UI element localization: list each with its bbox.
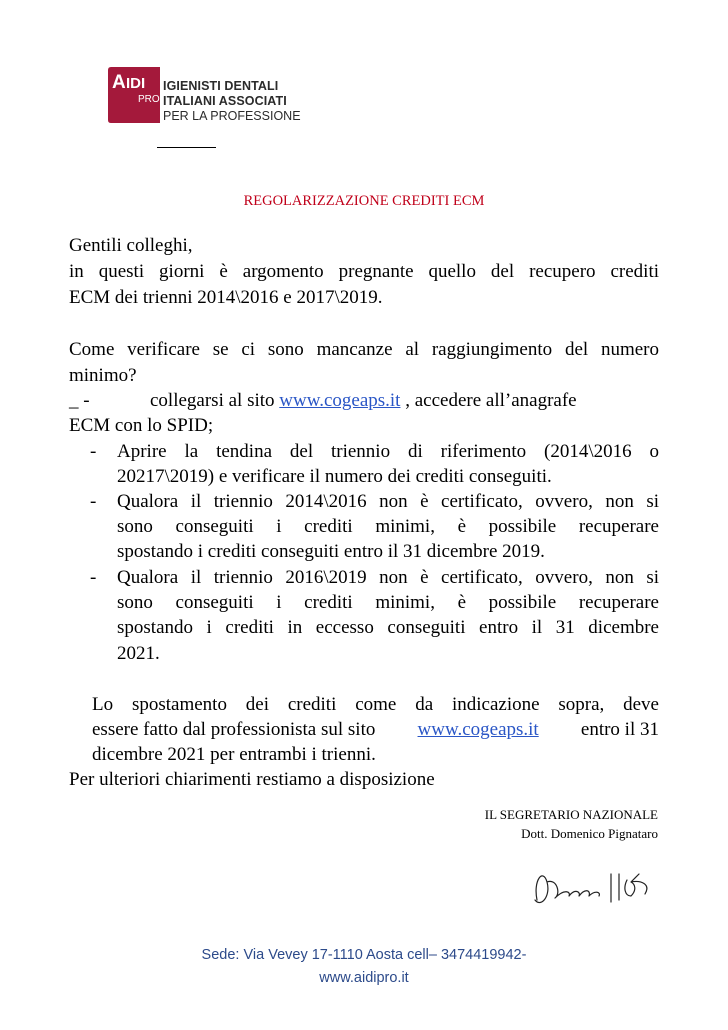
bullet-1-line-2: 20217\2019) e verificare il numero dei crediti conseguiti.: [117, 466, 552, 487]
greeting: Gentili colleghi,: [69, 235, 193, 256]
signatory-role: IL SEGRETARIO NAZIONALE: [484, 807, 658, 822]
cogeaps-link-2[interactable]: www.cogeaps.it: [417, 719, 539, 740]
footer-address: Sede: Via Vevey 17-1110 Aosta cell– 3474419942-: [201, 947, 527, 963]
bullet-2-line-1: Qualora il triennio 2014\2016 non è certificato, ovvero, non si: [117, 491, 659, 512]
closing-line-4: Per ulteriori chiarimenti restiamo a disposizione: [69, 769, 435, 790]
bullet-2-line-2: sono conseguiti i crediti minimi, è possibile recuperare: [117, 516, 659, 537]
logo-line-2: ITALIANI ASSOCIATI: [163, 94, 287, 108]
question-line-2: minimo?: [69, 365, 137, 386]
bullet-2-line-3: spostando i crediti conseguiti entro il 31 dicembre 2019.: [117, 541, 545, 562]
step1-text: [150, 389, 577, 413]
step1-line-2: ECM con lo SPID;: [69, 415, 214, 436]
question-line-1: Come verificare se ci sono mancanze al raggiungimento del numero: [69, 339, 659, 360]
aidi-logo: [108, 67, 301, 125]
bullet-2-marker: -: [90, 491, 97, 512]
svg-text:A: A: [112, 72, 127, 93]
bullet-3-line-2: sono conseguiti i crediti minimi, è possibile recuperare: [117, 592, 659, 613]
intro-line-1: in questi giorni è argomento pregnante quello del recupero crediti: [69, 261, 659, 282]
bullet-1-marker: -: [90, 441, 97, 462]
bullet-3-marker: -: [90, 567, 97, 588]
handwritten-signature: [527, 860, 662, 920]
aidi-logo-mark: [108, 67, 160, 123]
bullet-1-line-1: Aprire la tendina del triennio di riferimento (2014\2016 o: [117, 441, 659, 462]
svg-text:IDI: IDI: [126, 75, 146, 92]
step1-marker: _ -: [69, 390, 90, 411]
footer-website[interactable]: www.aidipro.it: [319, 970, 409, 986]
bullet-3-line-4: 2021.: [117, 643, 160, 664]
header-divider: [157, 147, 216, 148]
closing-line-3: dicembre 2021 per entrambi i trienni.: [92, 744, 376, 765]
step1-text-before: collegarsi al sito: [150, 390, 275, 411]
intro-line-2: ECM dei trienni 2014\2016 e 2017\2019.: [69, 287, 383, 308]
logo-line-1: IGIENISTI DENTALI: [163, 79, 279, 93]
svg-text:PRO: PRO: [138, 94, 160, 105]
closing-line-2-before: essere fatto dal professionista sul sito: [92, 719, 376, 740]
bullet-3-line-3: spostando i crediti in eccesso conseguiti entro il 31 dicembre: [117, 617, 659, 638]
closing-line-2: [92, 718, 659, 742]
closing-line-1: Lo spostamento dei crediti come da indicazione sopra, deve: [92, 694, 659, 715]
logo-wordmark: [163, 79, 301, 124]
logo-line-3: PER LA PROFESSIONE: [163, 109, 301, 123]
bullet-3-line-1: Qualora il triennio 2016\2019 non è certificato, ovvero, non si: [117, 567, 659, 588]
signatory-name: Dott. Domenico Pignataro: [521, 826, 658, 841]
cogeaps-link[interactable]: www.cogeaps.it: [279, 390, 401, 411]
step1-text-after: , accedere all’anagrafe: [405, 390, 577, 411]
document-title: REGOLARIZZAZIONE CREDITI ECM: [243, 193, 485, 209]
closing-line-2-after: entro il 31: [580, 719, 659, 740]
